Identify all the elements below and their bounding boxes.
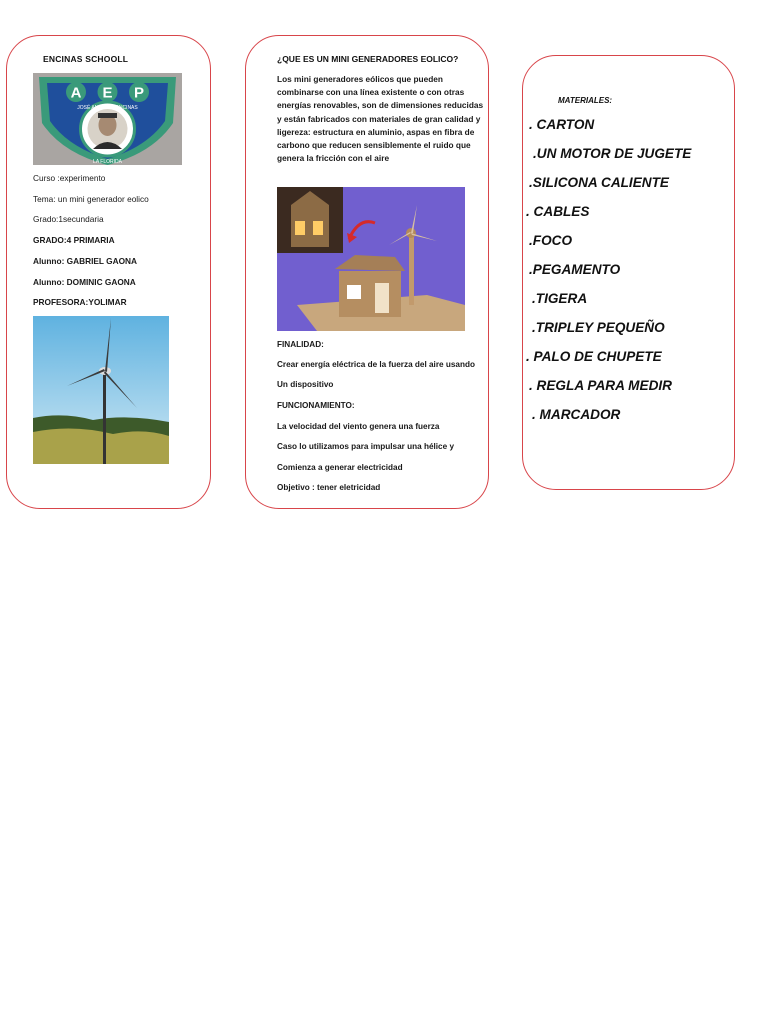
function-text-3: Comienza a generar electricidad xyxy=(277,463,403,472)
objective-text: Objetivo : tener eletricidad xyxy=(277,483,381,492)
materials-heading: MATERIALES: xyxy=(558,96,613,105)
wind-turbine-photo xyxy=(33,316,169,464)
material-item: .SILICONA CALIENTE xyxy=(529,175,669,190)
school-title: ENCINAS SCHOOLL xyxy=(43,54,129,64)
material-item: .TRIPLEY PEQUEÑO xyxy=(532,320,665,335)
purpose-heading: FINALIDAD: xyxy=(277,340,324,349)
material-item: .FOCO xyxy=(529,233,573,248)
middle-title: ¿QUE ES UN MINI GENERADORES EOLICO? xyxy=(277,54,459,64)
function-heading: FUNCIONAMIENTO: xyxy=(277,401,355,410)
logo-bottom-text: LA FLORIDA xyxy=(93,159,122,165)
logo-letter-e: E xyxy=(102,84,113,102)
function-text-2: Caso lo utilizamos para impulsar una hélice y xyxy=(277,442,454,451)
material-item: . REGLA PARA MEDIR xyxy=(529,378,672,393)
material-item: .UN MOTOR DE JUGETE xyxy=(533,146,692,161)
info-student-2: Alunno: DOMINIC GAONA xyxy=(33,277,136,287)
logo-letter-p: P xyxy=(133,84,145,102)
info-topic: Tema: un mini generador eolico xyxy=(33,194,149,204)
material-item: . CABLES xyxy=(526,204,590,219)
info-course: Curso :experimento xyxy=(33,173,106,183)
material-item: . MARCADOR xyxy=(532,407,621,422)
function-text-1: La velocidad del viento genera una fuerza xyxy=(277,422,440,431)
logo-letter-a: A xyxy=(70,84,82,102)
logo-arc-text: JOSÉ ANTONIO ENCINAS xyxy=(77,105,138,111)
model-house-photo xyxy=(277,187,465,331)
description-paragraph: Los mini generadores eólicos que pueden combinarse con una línea existente o con otras energías renovables, son de dimensiones reducidas y están fabricados con materiales de gran calidad y ligereza: estructura en aluminio, aspas en fibra de carbono que reducen sensiblemente el ruido que genera la fricción con el aire xyxy=(277,74,484,164)
material-item: .TIGERA xyxy=(532,291,588,306)
info-student-1: Alunno: GABRIEL GAONA xyxy=(33,256,138,266)
material-item: . CARTON xyxy=(529,117,595,132)
purpose-text-2: Un dispositivo xyxy=(277,380,334,389)
school-logo xyxy=(33,73,182,165)
info-teacher: PROFESORA:YOLIMAR xyxy=(33,297,127,307)
info-grade-upper: GRADO:4 PRIMARIA xyxy=(33,235,115,245)
material-item: .PEGAMENTO xyxy=(529,262,621,277)
purpose-text-1: Crear energía eléctrica de la fuerza del aire usando xyxy=(277,360,475,369)
info-grade: Grado:1secundaria xyxy=(33,214,104,224)
material-item: . PALO DE CHUPETE xyxy=(526,349,662,364)
